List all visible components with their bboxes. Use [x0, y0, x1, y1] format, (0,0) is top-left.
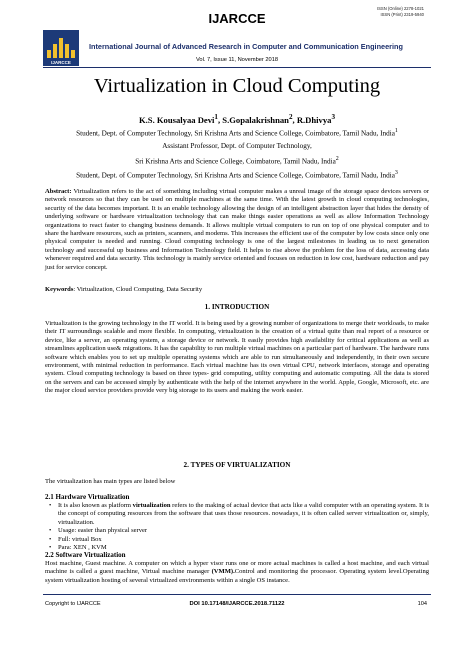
- page-number: 104: [417, 601, 427, 607]
- author-list: K.S. Kousalyaa Devi$^1$, S.Gopalakrishnan$^2$, R.Dhivya$^3$: [138, 113, 336, 125]
- keywords: [45, 286, 429, 294]
- abstract: [45, 188, 429, 272]
- types-intro: The virtualization has main types are listed below: [45, 478, 176, 485]
- subsection-heading: 2.1 Hardware Virtualization: [45, 493, 130, 501]
- list-item: • Usage: easier than physical server: [48, 527, 429, 535]
- affiliation: Student, Dept. of Computer Technology, Sri Krishna Arts and Science College, Coimbatore, Tamil Nadu, India$^1$: [76, 128, 398, 138]
- list-item: • Full: virtual Box: [48, 536, 429, 544]
- footer-doi[interactable]: DOI 10.17148/IJARCCE.2018.71122: [189, 601, 285, 607]
- journal-full-name: International Journal of Advanced Research in Computer and Communication Engineering: [89, 42, 403, 51]
- logo-building-icon: [47, 38, 75, 58]
- author-name: K.S. Kousalyaa Devi: [138, 114, 215, 125]
- affiliation: Student, Dept. of Computer Technology, Sri Krishna Arts and Science College, Coimbatore, Tamil Nadu, India$^3$: [76, 170, 398, 180]
- paper-title: Virtualization in Cloud Computing: [93, 75, 381, 97]
- issn-online: ISSN (Online) 2278-1021: [376, 6, 424, 11]
- list-item: • Para: XEN , KVM: [48, 544, 429, 552]
- author-sup: 1: [214, 113, 218, 121]
- footer-copyright: Copyright to IJARCCE: [45, 601, 101, 607]
- list-item: • It is also known as platform virtualization refers to the making of actual device that acts like a valid computer with an operating system. It is the concept of computing resources from the software that uses those resources. nowadays, it is often called server virtualization or, simply, virtualization.: [48, 502, 429, 527]
- abstract-text: Virtualization refers to the act of something including virtual computer makes a unreal image of the storage space devices servers or network resources so that they can be used on multiple machines at the same time. With the latest growth in cloud computing technologies, security of the data becomes important. It is an enable technology allowing the design of an intelligent abstraction layer that hides the density of underlying software or hardware virtualization technology that can make things easier operations as well as allow Information Technology organizations to react faster to changing business demands. It allows multiple virtual computers to run on top of one physical computer and to share the hardware resources, such as printers, scanners, and modems. This increases the efficient use of the computer by low costs since only one physical computer is needed and running. Cloud computing technology is one of the largest milestones in leading us to next generation technology and successful up business and Information Technology field. It helps to rise above the problem for the loss of data, accessing data whenever required and data security. This technology is mainly service oriented and focuses on reduction in low cost, hardware reduction and pay just for service concept.: [45, 188, 429, 271]
- logo-text: IJARCCE: [51, 60, 71, 65]
- volume-issue: Vol. 7, Issue 11, November 2018: [195, 57, 279, 63]
- introduction-text: Virtualization is the growing technology in the IT world. It is being used by a growing number of organizations to merge their workloads, to make their IT surroundings scalable and more flexible. In computing, virtualization is the creation of a virtual quite than real report of a resource or device, like a server, an operating system, a storage device or network. It easily provides high availability for critical applications as well as streamlines application use& migrations. It has the capability to run multiple virtual machines on a particular part of hardware. The hardware runs software which enables you to set up multiple operating systems which are able to run simultaneously and independently, in their own secure environment, with minimal reduction in performance. Each virtual machine has its own virtual CPU, network interfaces, storage and operating system. Cloud computing technology is based on three types- grid computing, utility computing and automatic computing. All the data is stored on the servers and can be accessed simply by authenticate with the help of the internet anywhere in the world. Apple, Google, Microsoft, etc. are the major cloud service providers provide very big storage to its users and making the work easier.: [45, 320, 429, 395]
- affiliation: Assistant Professor, Dept. of Computer Technology,: [162, 142, 312, 150]
- issn-block: [377, 6, 424, 17]
- author-name: S.Gopalakrishnan: [222, 114, 289, 125]
- header-divider: [43, 67, 431, 68]
- affiliation: Sri Krishna Arts and Science College, Coimbatore, Tamil Nadu, India$^2$: [135, 156, 339, 166]
- keywords-text: : Virtualization, Cloud Computing, Data Security: [73, 286, 203, 293]
- keywords-label: Keywords: [45, 286, 74, 293]
- footer-divider: [43, 594, 431, 595]
- abstract-label: Abstract:: [45, 188, 72, 195]
- author-sup: 2: [288, 113, 293, 121]
- section-heading: 2. TYPES OF VIRTUALIZATION: [183, 461, 291, 469]
- section-heading: 1. INTRODUCTION: [204, 303, 270, 311]
- subsection-heading: 2.2 Software Virtualization: [45, 551, 126, 559]
- journal-short-name: IJARCCE: [208, 11, 266, 26]
- author-name: R.Dhivya: [296, 114, 332, 125]
- hardware-virtualization-list: [48, 502, 429, 552]
- issn-print: ISSN (Print) 2319-5940: [380, 11, 424, 17]
- software-virtualization-text: Host machine, Guest machine. A computer on which a hyper visor runs one or more actual machines is called a host machine, and each virtual machine is called a guest machine, Virtual machine manager (VMM).Control and monitoring the processor. Operating system level.Operating system virtualization hosting of several virtualized environments within a single OS instance.: [45, 560, 429, 584]
- author-sup: 3: [331, 113, 336, 121]
